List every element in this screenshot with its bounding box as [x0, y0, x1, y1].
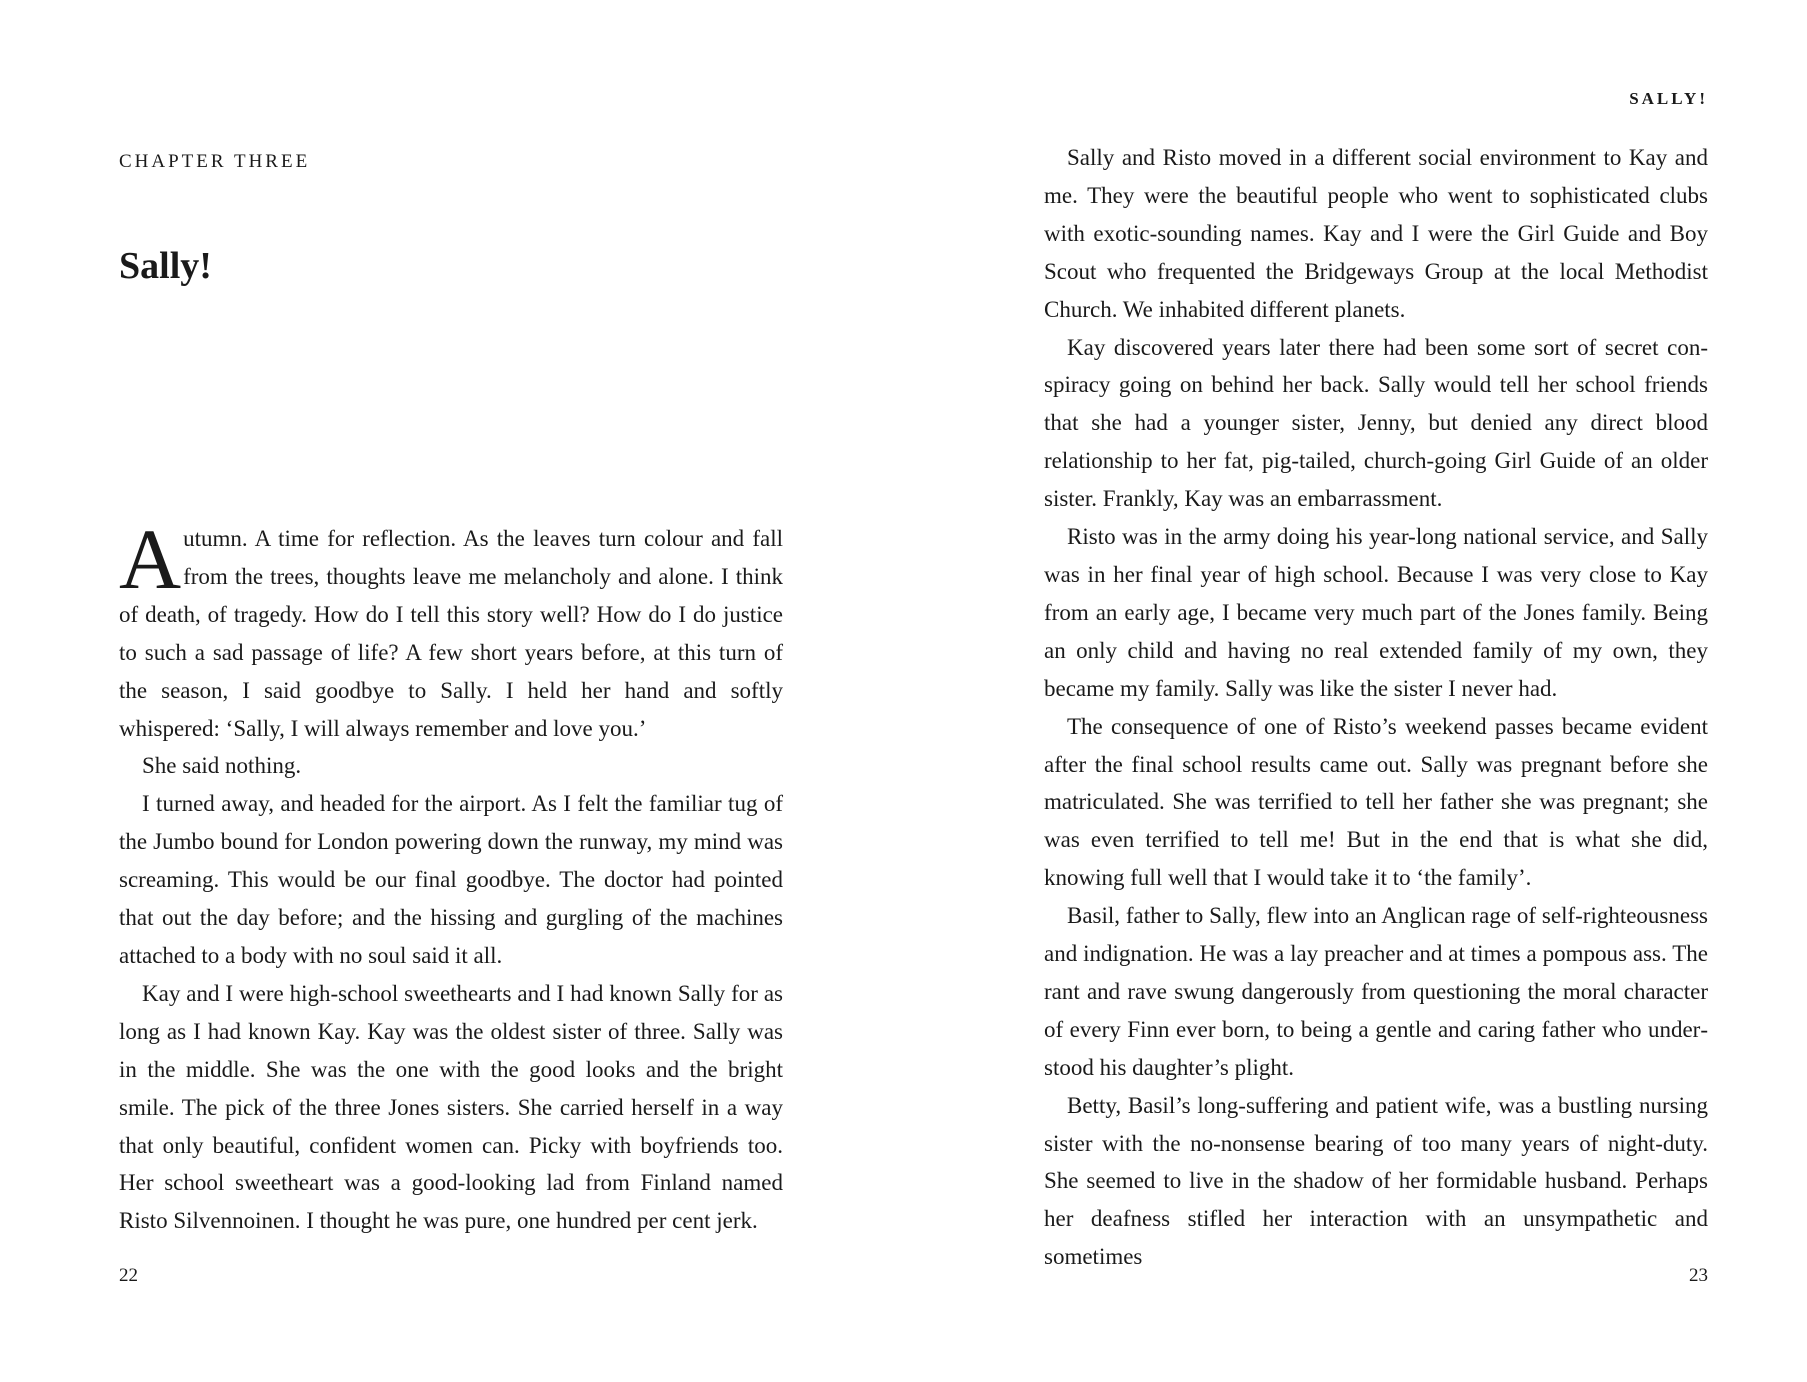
opening-paragraph: [119, 511, 783, 747]
running-head: SALLY!: [1629, 89, 1708, 108]
body-paragraph: Betty, Basil’s long-suffering and patient wife, was a bustling nursing sister with the no-nonsense bearing of too many years of night-duty. She seemed to live in the shadow of her formidable husband. Perhaps her deafness stifled her interaction with an unsympathetic and sometimes: [1044, 1092, 1708, 1270]
left-page-body: [119, 511, 783, 1240]
page-number-right: 23: [1689, 1265, 1708, 1286]
chapter-label: CHAPTER THREE: [119, 151, 311, 172]
body-paragraph: Kay and I were high-school sweethearts and I had known Sally for as long as I had known Kay. Kay was the oldest sister of three. Sally was in the middle. She was the one with the good looks and the bright smile. The pick of the three Jones sisters. She carried herself in a way that only beautiful, confident women can. Picky with boyfriends too. Her school sweetheart was a good-looking lad from Finland named Risto Silvennoinen. I thought he was pure, one hundred per cent jerk.: [119, 980, 783, 1234]
chapter-title: Sally!: [119, 245, 212, 287]
body-paragraph: She said nothing.: [142, 753, 302, 779]
body-paragraph: Basil, father to Sally, flew into an Anglican rage of self-righteousness and indignation. He was a lay preacher and at times a pompous ass. The rant and rave swung dangerously from questioning the moral character of every Finn ever born, to being a gentle and caring father who understood his daughter’s plight.: [1044, 903, 1708, 1080]
body-paragraph: Risto was in the army doing his year-long national service, and Sally was in her final year of high school. Because I was very close to Kay from an early age, I became very much part of the Jones family. Being an only child and having no real extended family of my own, they became my family. Sally was like the sister I never had.: [1044, 524, 1708, 701]
right-page: [903, 0, 1807, 1382]
body-paragraph: Sally and Risto moved in a different social environment to Kay and me. They were the beautiful people who went to sophisticated clubs with exotic-sounding names. Kay and I were the Girl Guide and Boy Scout who frequented the Bridgeways Group at the local Methodist Church. We inhabited different planets.: [1044, 145, 1708, 322]
drop-cap: A: [119, 511, 182, 607]
page-number-left: 22: [119, 1265, 138, 1286]
opening-paragraph-text: utumn. A time for reflection. As the leaves turn colour and fall from the trees, thoughts leave me melancholy and alone. I think of death, of tragedy. How do I tell this story well? How do I do justice to such a sad passage of life? A few short years before, at this turn of the season, I said goodbye to Sally. I held her hand and softly whispered: ‘Sally, I will always remember and love you.’: [119, 526, 783, 741]
left-page: [0, 0, 903, 1382]
body-paragraph: I turned away, and headed for the airport. As I felt the familiar tug of the Jumbo bound for London powering down the runway, my mind was screaming. This would be our final goodbye. The doctor had pointed that out the day before; and the hissing and gurgling of the machines attached to a body with no soul said it all.: [119, 791, 783, 968]
right-page-body: [1044, 139, 1708, 1276]
body-paragraph: The consequence of one of Risto’s weekend passes became evident after the final school results came out. Sally was pregnant before she matriculated. She was terrified to tell her father she was pregnant; she was even terrified to tell me! But in the end that is what she did, knowing full well that I would take it to ‘the family’.: [1044, 713, 1708, 891]
body-paragraph: Kay discovered years later there had been some sort of secret conspiracy going on behind her back. Sally would tell her school friends that she had a younger sister, Jenny, but denied any direct blood relationship to her fat, pig-tailed, church-going Girl Guide of an older sister. Frankly, Kay was an embarrassment.: [1044, 334, 1708, 512]
